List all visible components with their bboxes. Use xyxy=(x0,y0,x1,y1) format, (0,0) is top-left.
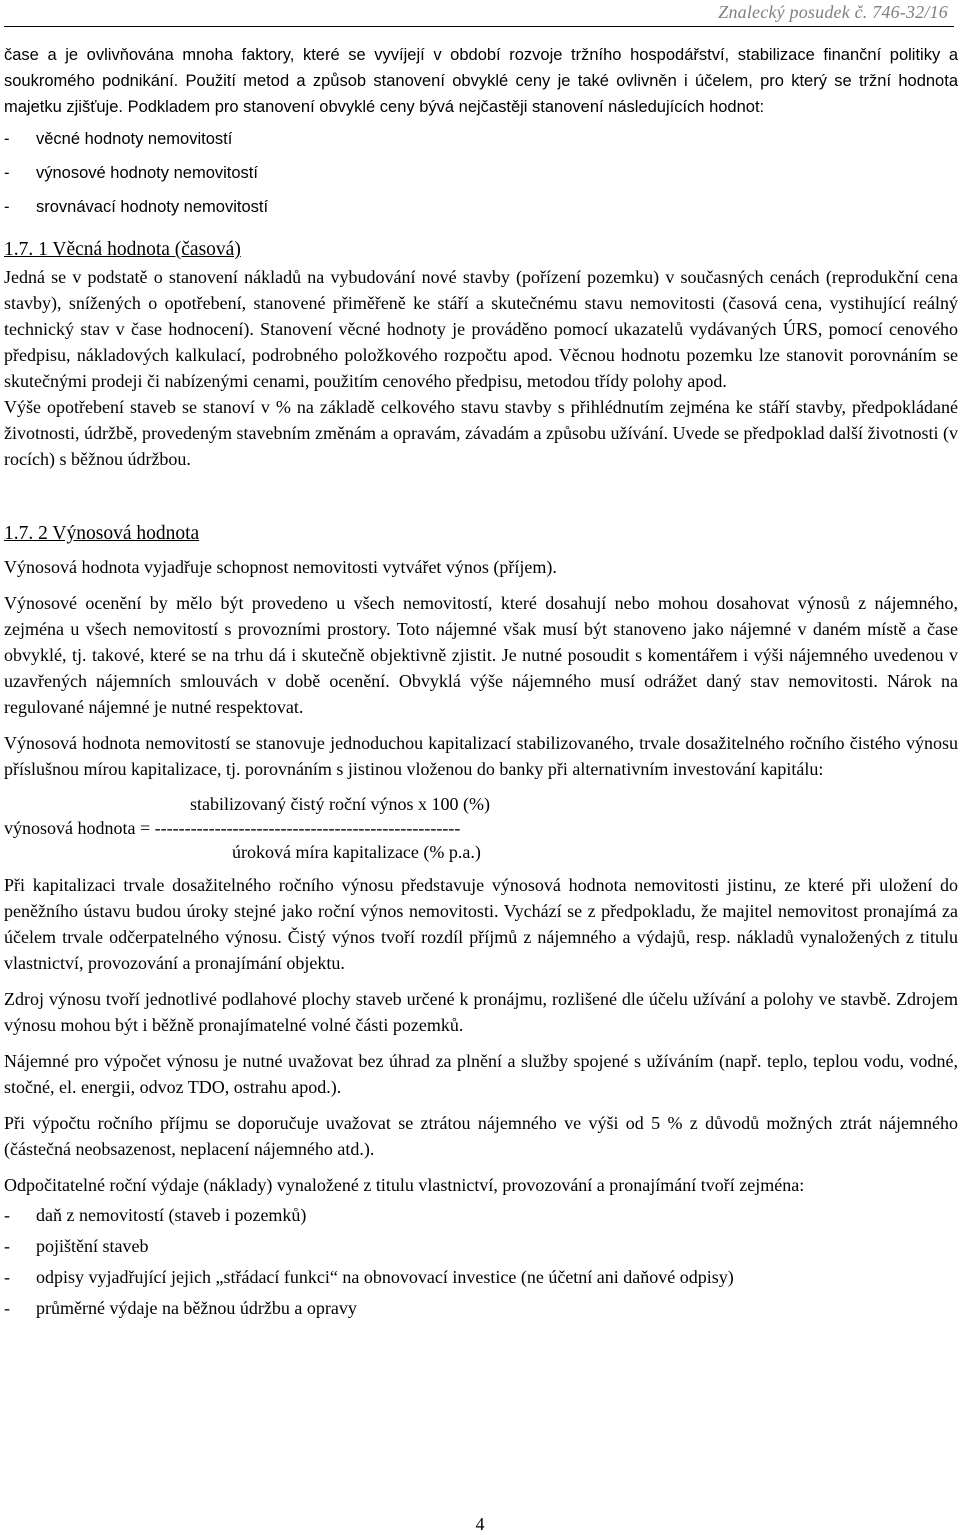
intro-paragraph: čase a je ovlivňována mnoha faktory, které se vyvíjejí v období rozvoje tržního hospodářství, stabilizace finanční politiky a soukromého podnikání. Použití metod a způsob stanovení obvyklé ceny je také ovlivněn i účelem, pro který se tržní hodnota majetku zjišťuje. Podkladem pro stanovení obvyklé ceny bývá nejčastěji stanovení následujících hodnot: xyxy=(4,46,958,116)
list-dash: - xyxy=(4,198,10,216)
list-dash: - xyxy=(4,164,10,182)
section1-paragraph-2: Výše opotřebení staveb se stanoví v % na základě celkového stavu stavby s přihlédnutím zejména ke stáří stavby, předpokládané životnosti, údržbě, provedeným stavebním změnám a opravám, závadám a způsobu užívání. Uvede se předpoklad další životnosti (v rocích) s běžnou údržbou. xyxy=(4,397,958,469)
formula-numerator: stabilizovaný čistý roční výnos x 100 (%) xyxy=(190,794,490,814)
list-dash: - xyxy=(4,1236,10,1256)
list-item xyxy=(4,122,958,156)
section-heading-text: 1.7. 1 Věcná hodnota (časová) xyxy=(4,239,241,260)
list-item-text: daň z nemovitostí (staveb i pozemků) xyxy=(36,1205,307,1225)
list-dash: - xyxy=(4,1205,10,1225)
list-item xyxy=(4,1200,958,1231)
list-item-text: výnosové hodnoty nemovitostí xyxy=(36,164,258,182)
page-number: 4 xyxy=(475,1514,485,1534)
section2-paragraph-8: Odpočitatelné roční výdaje (náklady) vynaložené z titulu vlastnictví, provozování a pronajímání tvoří zejména: xyxy=(4,1175,805,1195)
header-divider xyxy=(4,26,954,27)
list-item-text: srovnávací hodnoty nemovitostí xyxy=(36,198,269,216)
list-dash: - xyxy=(4,1267,10,1287)
list-item-text: průměrné výdaje na běžnou údržbu a opravy xyxy=(36,1298,357,1318)
section2-paragraph-4: Při kapitalizaci trvale dosažitelného ročního výnosu představuje výnosová hodnota nemovitosti jistinu, ze které při uložení do peněžního ústavu budou úroky stejné jako roční výnos nemovitosti. Vychází se z předpokladu, že majitel nemovitost pronajímá za účelem trvale odčerpatelného výnosu. Čistý výnos tvoří rozdíl příjmů z nájemného a výdajů, resp. nákladů vynaložených z titulu vlastnictví, provozování a pronajímání objektu. xyxy=(4,875,958,973)
section2-paragraph-7: Při výpočtu ročního příjmu se doporučuje uvažovat se ztrátou nájemného ve výši od 5 % z důvodů možných ztrát nájemného (částečná neobsazenost, neplacení nájemného atd.). xyxy=(4,1113,958,1159)
section2-paragraph-6: Nájemné pro výpočet výnosu je nutné uvažovat bez úhrad za plnění a služby spojené s užíváním (např. teplo, teplou vodu, vodné, stočné, el. energii, odvoz TDO, ostrahu apod.). xyxy=(4,1051,958,1097)
list-dash: - xyxy=(4,1298,10,1318)
section2-paragraph-3: Výnosová hodnota nemovitostí se stanovuje jednoduchou kapitalizací stabilizovaného, trvale dosažitelného ročního čistého výnosu příslušnou mírou kapitalizace, tj. porovnáním s jistinou vloženou do banky při alternativním investování kapitálu: xyxy=(4,733,958,779)
document-header-title: Znalecký posudek č. 746-32/16 xyxy=(718,2,948,22)
list-dash: - xyxy=(4,130,10,148)
section-heading-vynosova xyxy=(4,520,958,548)
expenses-list xyxy=(4,1200,958,1324)
list-item-text: pojištění staveb xyxy=(36,1236,149,1256)
list-item xyxy=(4,156,958,190)
section2-paragraph-2: Výnosové ocenění by mělo být provedeno u všech nemovitostí, které dosahují nebo mohou dosahovat výnosů z nájemného, zejména u všech nemovitostí s provozními prostory. Toto nájemné však musí být stanoveno jako nájemné v daném místě a čase obvyklé, tj. takové, které se na trhu dá i skutečně objektivně zjistit. Je nutné posoudit s komentářem i výši nájemného uvedenou v uzavřených nájemních smlouvách v době ocenění. Obvyklá výše nájemného musí odrážet daný stav nemovitosti. Nárok na regulované nájemné je nutné respektovat. xyxy=(4,593,958,717)
list-item xyxy=(4,1293,958,1324)
list-item xyxy=(4,190,958,224)
formula-denominator: úroková míra kapitalizace (% p.a.) xyxy=(232,842,481,862)
yield-value-formula xyxy=(4,792,958,866)
list-item-text: odpisy vyjadřující jejich „střádací funkci“ na obnovovací investice (ne účetní ani daňové odpisy) xyxy=(36,1267,734,1287)
list-item-text: věcné hodnoty nemovitostí xyxy=(36,130,233,148)
section-heading-vecna xyxy=(4,236,958,264)
list-item xyxy=(4,1262,958,1293)
list-item xyxy=(4,1231,958,1262)
document-body xyxy=(4,36,958,1324)
section2-paragraph-1: Výnosová hodnota vyjadřuje schopnost nemovitosti vytvářet výnos (příjem). xyxy=(4,557,557,577)
section-heading-text: 1.7. 2 Výnosová hodnota xyxy=(4,523,200,544)
section2-paragraph-5: Zdroj výnosu tvoří jednotlivé podlahové plochy staveb určené k pronájmu, rozlišené dle účelu užívání a polohy ve stavbě. Zdrojem výnosu mohou být i běžně pronajímatelné volné části pozemků. xyxy=(4,989,958,1035)
intro-list xyxy=(4,122,958,224)
formula-left-side: výnosová hodnota = --------------------------------------------------- xyxy=(4,818,461,838)
section1-paragraph-1: Jedná se v podstatě o stanovení nákladů na vybudování nové stavby (pořízení pozemku) v současných cenách (reprodukční cena stavby), snížených o opotřebení, stanovené přiměřeně ke stáří a skutečnému stavu nemovitosti (časová cena, vystihující reálný technický stav v čase hodnocení). Stanovení věcné hodnoty je prováděno pomocí ukazatelů vydávaných ÚRS, pomocí cenového předpisu, nákladových kalkulací, podrobného položkového rozpočtu apod. Věcnou hodnotu pozemku lze stanovit porovnáním se skutečnými prodeji či nabízenými cenami, použitím cenového předpisu, metodou třídy polohy apod. xyxy=(4,267,958,391)
